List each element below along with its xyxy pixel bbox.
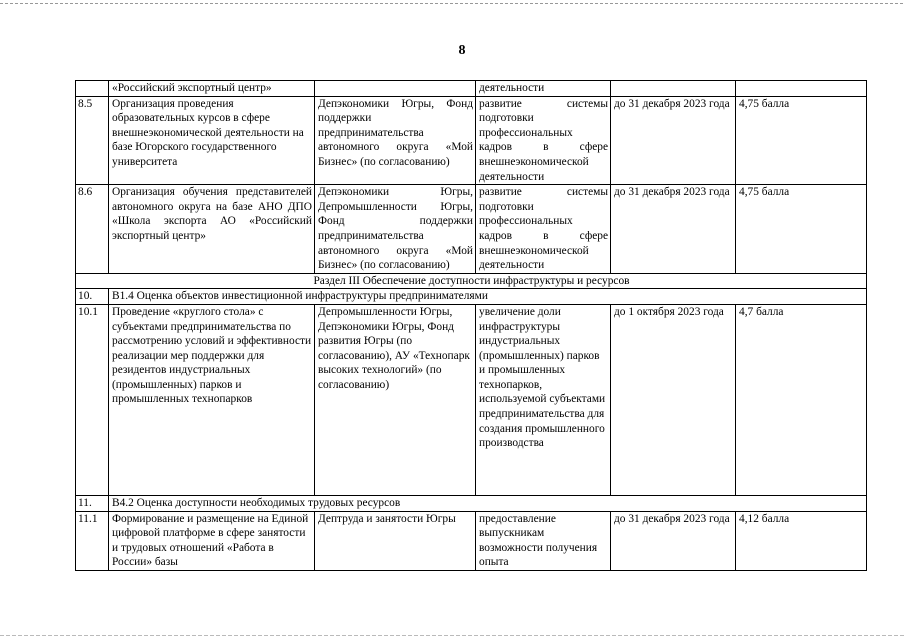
cell-event: Организация обучения представителей автономного округа на базе АНО ДПО «Школа экспорта АО «Российский экспортный центр» (109, 185, 315, 274)
table-row-8-6 (76, 185, 867, 274)
cell-num: 8.6 (76, 185, 109, 274)
cell-score: 4,75 балла (736, 96, 867, 185)
cell-result: развитие системы подготовки профессиональных кадров в сфере внешнеэкономической деятельности (476, 185, 611, 274)
cell-executors (315, 81, 476, 97)
section-heading-row (76, 273, 867, 289)
subsection-title: B1.4 Оценка объектов инвестиционной инфраструктуры предпринимателями (109, 289, 867, 305)
page-number: 8 (458, 43, 466, 58)
table-row-8-5 (76, 96, 867, 185)
cell-num: 11.1 (76, 511, 109, 570)
cell-deadline: до 31 декабря 2023 года (611, 96, 736, 185)
scan-edge-bottom (0, 635, 905, 636)
cell-executors: Депэкономики Югры, Депромышленности Югры, Фонд поддержки предпринимательства автономного округа «Мой Бизнес» (по согласованию) (315, 185, 476, 274)
scan-edge-top (0, 3, 905, 4)
table-row-10-1 (76, 304, 867, 495)
cell-event: Проведение «круглого стола» с субъектами предпринимательства по рассмотрению условий и эффективности реализации мер поддержки для резидентов индустриальных (промышленных) парков и промышленных технопарков (109, 304, 315, 495)
cell-score: 4,7 балла (736, 304, 867, 495)
cell-deadline (611, 81, 736, 97)
cell-executors: Депэкономики Югры, Фонд поддержки предпринимательства автономного округа «Мой Бизнес» (по согласованию) (315, 96, 476, 185)
cell-num: 10.1 (76, 304, 109, 495)
subsection-title: B4.2 Оценка доступности необходимых трудовых ресурсов (109, 495, 867, 511)
cell-deadline: до 31 декабря 2023 года (611, 185, 736, 274)
cell-result: предоставление выпускникам возможности получения опыта (476, 511, 611, 570)
cell-executors: Депромышленности Югры, Депэкономики Югры, Фонд развития Югры (по согласованию), АУ «Технопарк высоких технологий» (по согласованию) (315, 304, 476, 495)
subsection-row-11 (76, 495, 867, 511)
cell-score: 4,75 балла (736, 185, 867, 274)
cell-num: 11. (76, 495, 109, 511)
table-row-continuation (76, 81, 867, 97)
cell-event: Организация проведения образовательных курсов в сфере внешнеэкономической деятельности на базе Югорского государственного университета (109, 96, 315, 185)
subsection-row-10 (76, 289, 867, 305)
cell-deadline: до 1 октября 2023 года (611, 304, 736, 495)
cell-num (76, 81, 109, 97)
cell-executors: Дептруда и занятости Югры (315, 511, 476, 570)
cell-deadline: до 31 декабря 2023 года (611, 511, 736, 570)
cell-result: развитие системы подготовки профессиональных кадров в сфере внешнеэкономической деятельности (476, 96, 611, 185)
cell-result: деятельности (476, 81, 611, 97)
plan-table (75, 80, 867, 571)
cell-event: Формирование и размещение на Единой цифровой платформе в сфере занятости и трудовых отношений «Работа в России» базы (109, 511, 315, 570)
cell-num: 10. (76, 289, 109, 305)
cell-result: увеличение доли инфраструктуры индустриальных (промышленных) парков и промышленных технопарков, используемой субъектами предпринимательства для создания промышленного производства (476, 304, 611, 495)
section-heading: Раздел III Обеспечение доступности инфраструктуры и ресурсов (76, 273, 867, 289)
cell-event: «Российский экспортный центр» (109, 81, 315, 97)
table-row-11-1 (76, 511, 867, 570)
cell-score: 4,12 балла (736, 511, 867, 570)
cell-score (736, 81, 867, 97)
cell-num: 8.5 (76, 96, 109, 185)
